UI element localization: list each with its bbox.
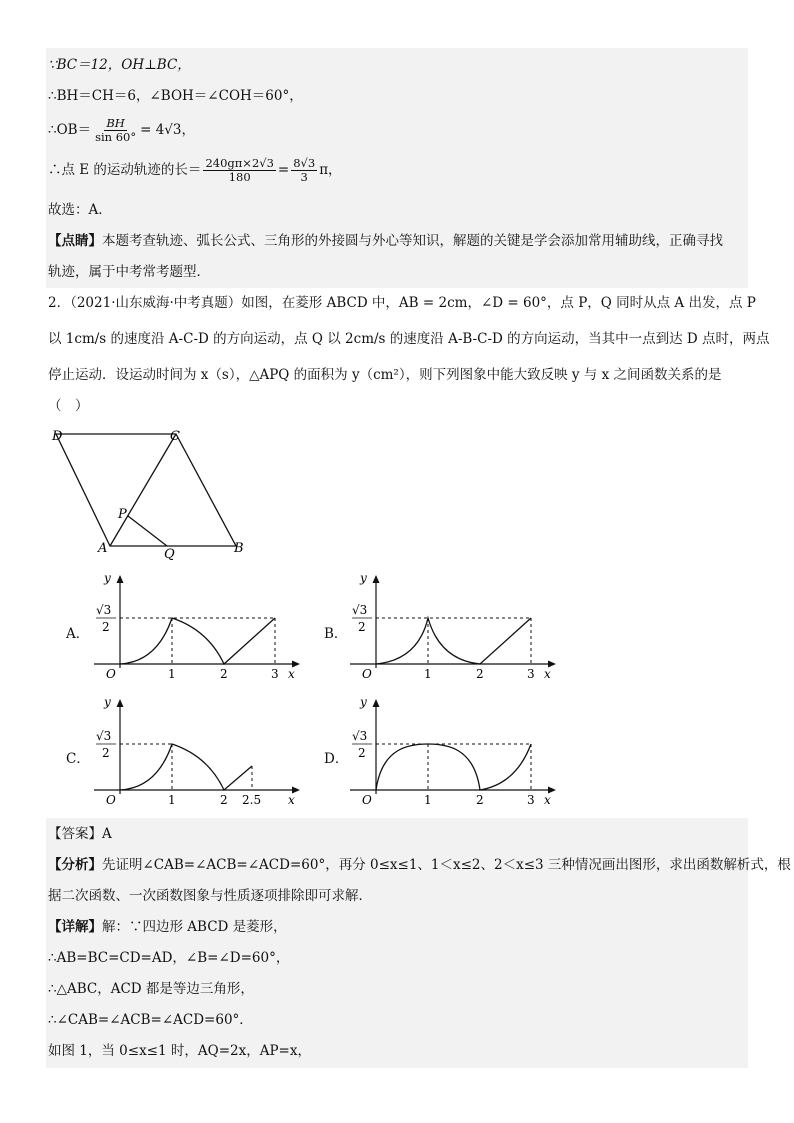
numerator: BH (106, 116, 125, 130)
option-b-label: B． (324, 626, 348, 642)
origin-label: O (106, 793, 116, 807)
comment-line (48, 231, 723, 251)
answer-line: 【答案】A (48, 826, 112, 842)
sqrt3-label: √3 (96, 603, 112, 617)
label-b: B (234, 541, 244, 556)
tick-label: 2 (220, 793, 228, 807)
y-arrow (373, 699, 380, 707)
sqrt3-label: √3 (352, 603, 368, 617)
solution-line (48, 114, 195, 146)
analysis-line (48, 855, 791, 875)
tick-label: 1 (168, 793, 176, 807)
tick-label: 1 (168, 667, 176, 681)
tick-label: 2 (220, 667, 228, 681)
y-label: y (104, 571, 111, 585)
text: 先证明∠CAB=∠ACB=∠ACD=60°，再分 0≤x≤1、1＜x≤2、2＜x≤3 三种情况画出图形，求出函数解析式，根 (102, 857, 791, 873)
tick-label: 3 (527, 793, 535, 807)
detail-line: ∴AB=BC=CD=AD，∠B=∠D=60°， (48, 950, 290, 966)
numerator: 8√3 (293, 156, 316, 170)
x-label: x (288, 793, 295, 807)
solution-line: ∵BC＝12，OH⊥BC， (48, 57, 191, 73)
label-a: A (98, 541, 108, 556)
comment-tag: 【点睛】 (48, 233, 102, 249)
question-line: 2．（2021·山东威海·中考真题）如图，在菱形 ABCD 中，AB = 2cm，∠D = 60°，点 P，Q 同时从点 A 出发，点 P (48, 295, 756, 311)
solution-line (48, 154, 342, 186)
curve (376, 618, 531, 664)
two-label: 2 (102, 746, 110, 760)
x-label: x (544, 667, 551, 681)
origin-label: O (362, 667, 372, 681)
text: ∴OB＝ (48, 122, 92, 138)
detail-line (48, 917, 287, 937)
graph-b (346, 568, 566, 681)
curve (120, 618, 275, 664)
numerator: 240gπ×2√3 (205, 156, 274, 170)
solution-line: ∴BH＝CH＝6，∠BOH＝∠COH＝60°， (48, 88, 303, 104)
solution-line: 故选：A． (48, 202, 112, 218)
fraction (203, 157, 275, 184)
two-label: 2 (358, 746, 366, 760)
graph-a (90, 568, 310, 681)
graph-c (90, 692, 310, 807)
origin-label: O (362, 793, 372, 807)
question-line: （ ） (48, 398, 89, 414)
denominator: sin 60° (95, 130, 137, 144)
diagonal-ac (110, 434, 176, 546)
rhombus-figure (46, 424, 286, 564)
text: 解：∵四边形 ABCD 是菱形， (102, 919, 287, 935)
x-label: x (544, 793, 551, 807)
detail-line: ∴∠CAB=∠ACB=∠ACD=60°． (48, 1012, 253, 1028)
text: 本题考查轨迹、弧长公式、三角形的外接圆与外心等知识，解题的关键是学会添加常用辅助线，正确寻找 (102, 233, 723, 249)
tick-label: 3 (527, 667, 535, 681)
denominator: 180 (228, 170, 251, 184)
option-d-label: D． (324, 751, 349, 767)
curve (376, 744, 531, 790)
curve (120, 744, 252, 790)
question-line: 以 1cm/s 的速度沿 A-C-D 的方向运动，点 Q 以 2cm/s 的速度沿 A-B-C-D 的方向运动，当其中一点到达 D 点时，两点 (48, 331, 770, 347)
detail-line: ∴△ABC，ACD 都是等边三角形， (48, 981, 254, 997)
sqrt3-label: √3 (96, 729, 112, 743)
two-label: 2 (102, 620, 110, 634)
segment-pq (128, 516, 167, 546)
label-q: Q (164, 547, 175, 562)
sqrt3-label: √3 (352, 729, 368, 743)
x-label: x (288, 667, 295, 681)
fraction (291, 157, 317, 184)
detail-tag: 【详解】 (48, 919, 102, 935)
tick-label: 3 (271, 667, 279, 681)
question-line: 停止运动．设运动时间为 x（s），△APQ 的面积为 y（cm²），则下列图象中能大致反映 y 与 x 之间函数关系的是 (48, 367, 722, 383)
comment-line: 轨迹，属于中考常考题型． (48, 264, 210, 280)
label-d: D (52, 429, 63, 444)
analysis-line: 据二次函数、一次函数图象与性质逐项排除即可求解． (48, 888, 372, 904)
text: ∴点 E 的运动轨迹的长＝ (48, 162, 202, 178)
fraction (93, 117, 138, 144)
analysis-tag: 【分析】 (48, 857, 102, 873)
tick-label: 2 (476, 667, 484, 681)
detail-line: 如图 1，当 0≤x≤1 时，AQ=2x，AP=x， (48, 1043, 311, 1059)
tick-label: 2.5 (242, 793, 262, 807)
tick-label: 1 (424, 667, 432, 681)
graph-d (346, 692, 566, 807)
denominator: 3 (300, 170, 308, 184)
origin-label: O (106, 667, 116, 681)
two-label: 2 (358, 620, 366, 634)
text: = 4√3， (140, 122, 195, 138)
option-a-label: A． (66, 626, 90, 642)
tick-label: 1 (424, 793, 432, 807)
label-c: C (170, 429, 180, 444)
y-label: y (360, 695, 367, 709)
y-arrow (117, 699, 124, 707)
text: = (277, 162, 290, 178)
y-arrow (373, 575, 380, 583)
y-arrow (117, 575, 124, 583)
label-p: P (118, 507, 127, 522)
y-label: y (360, 571, 367, 585)
option-c-label: C． (66, 751, 90, 767)
text: π， (319, 162, 342, 178)
y-label: y (104, 695, 111, 709)
tick-label: 2 (476, 793, 484, 807)
